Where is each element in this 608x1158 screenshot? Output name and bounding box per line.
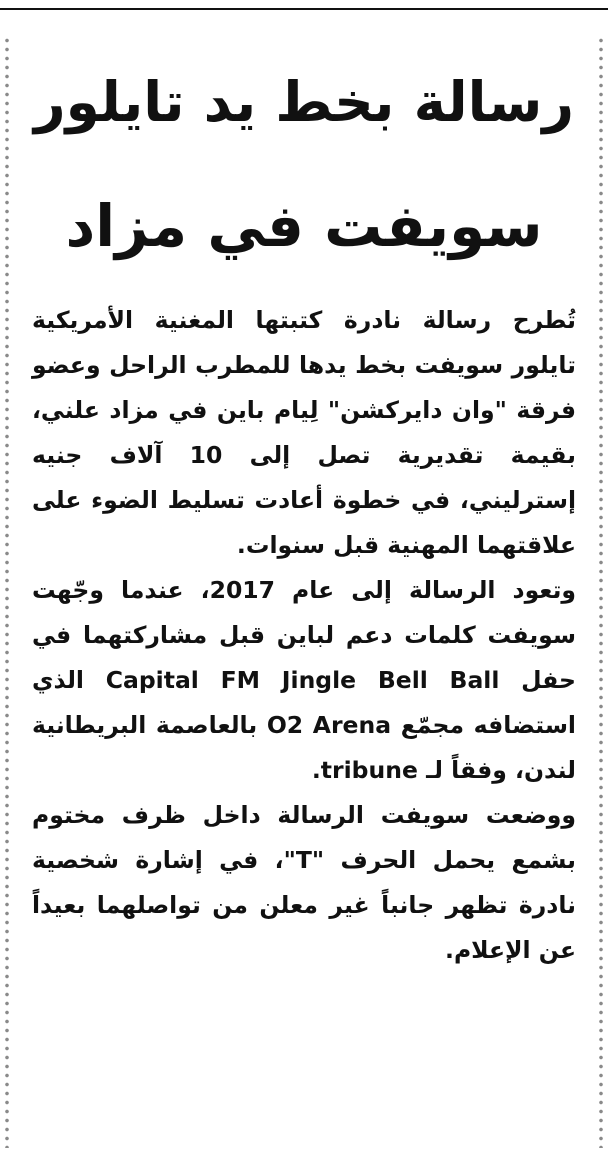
- headline-line-2: سويفت في مزاد: [65, 192, 543, 260]
- headline-line-1: رسالة بخط يد تايلور: [33, 70, 574, 134]
- paragraph-2: وتعود الرسالة إلى عام 2017، عندما وجّهت سويفت كلمات دعم لباين قبل مشاركتهما في حفل Capital FM Jingle Bell Ball الذي استضافه مجمّع O2 Arena بالعاصمة البريطانية لندن، وفقاً لـ tribune.: [32, 576, 576, 784]
- article: [32, 40, 576, 1148]
- dotted-border-right: [598, 36, 604, 1148]
- top-rule-divider: [0, 8, 608, 10]
- article-body: [32, 298, 576, 973]
- dotted-border-left: [4, 36, 10, 1148]
- paragraph-1: تُطرح رسالة نادرة كتبتها المغنية الأمريكية تايلور سويفت بخط يدها للمطرب الراحل وعضو فرقة "وان دايركشن" لِيام باين في مزاد علني، بقيمة تقديرية تصل إلى 10 آلاف جنيه إسترليني، في خطوة أعادت تسليط الضوء على علاقتهما المهنية قبل سنوات.: [32, 306, 576, 559]
- paragraph-3: ووضعت سويفت الرسالة داخل ظرف مختوم بشمع يحمل الحرف "T"، في إشارة شخصية نادرة تظهر جانباً غير معلن من تواصلهما بعيداً عن الإعلام.: [32, 801, 576, 964]
- article-headline: [32, 40, 576, 288]
